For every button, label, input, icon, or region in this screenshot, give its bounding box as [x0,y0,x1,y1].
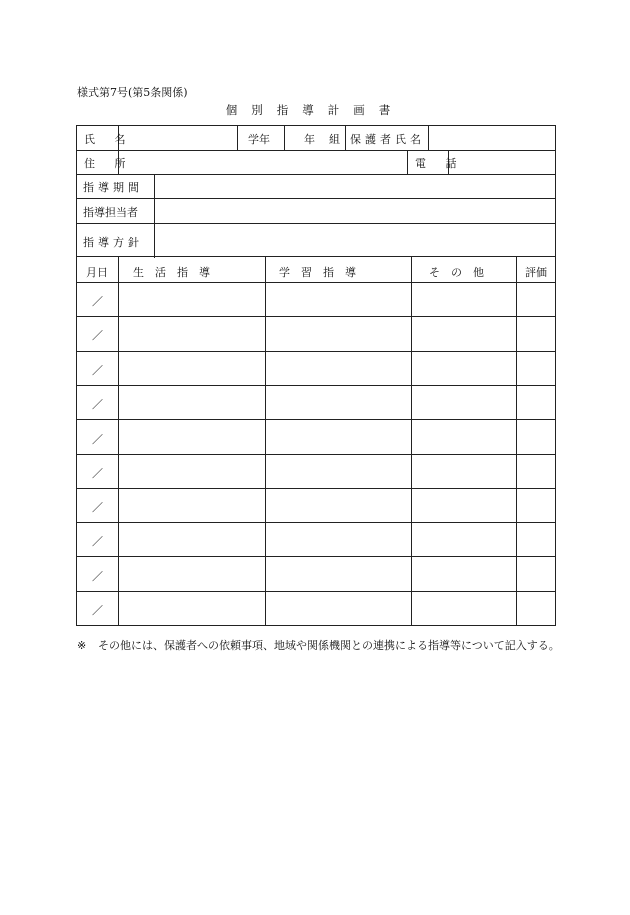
grid-rule [77,454,555,455]
grid-rule [118,256,119,625]
date-slash[interactable]: ／ [92,501,103,514]
grade-year-field[interactable] [285,127,303,149]
grid-rule [516,256,517,625]
guardian-label: 保護者氏名 [350,133,425,146]
column-header-study: 学 習 指 導 [279,266,356,279]
grid-rule [411,256,412,625]
class-label: 組 [329,133,340,146]
column-header-other: そ の 他 [429,266,484,279]
address-label: 住 所 [84,157,134,170]
name-label: 氏 名 [84,133,134,146]
guidance-table [76,256,556,626]
grid-rule [77,591,555,592]
grid-rule [77,556,555,557]
form-number: 様式第7号(第5条関係) [77,86,188,99]
teacher-field[interactable] [155,199,555,222]
note-mark: ※ [77,639,87,652]
date-slash[interactable]: ／ [92,329,103,342]
grid-rule [77,282,555,283]
date-slash[interactable]: ／ [92,570,103,583]
footnote [77,636,562,655]
address-field[interactable] [119,151,406,173]
date-slash[interactable]: ／ [92,535,103,548]
date-slash[interactable]: ／ [92,467,103,480]
form-title: 個別指導計画書 [225,103,405,117]
phone-field[interactable] [449,151,555,173]
policy-field[interactable] [155,224,555,257]
teacher-label: 指導担当者 [83,206,138,219]
grade-label: 学年 [248,133,270,146]
header-rule [407,150,408,174]
guardian-field[interactable] [429,127,555,149]
date-slash[interactable]: ／ [92,295,103,308]
date-slash[interactable]: ／ [92,364,103,377]
grid-rule [265,256,266,625]
column-header-date: 月日 [86,266,108,279]
grid-rule [77,522,555,523]
date-slash[interactable]: ／ [92,398,103,411]
date-slash[interactable]: ／ [92,433,103,446]
grid-rule [77,488,555,489]
year-label: 年 [304,133,315,146]
note-text: その他には、保護者への依頼事項、地域や関係機関との連携による指導等について記入する。 [98,639,560,652]
name-field[interactable] [119,127,236,149]
header-table [76,125,556,257]
header-rule [237,126,238,150]
grid-rule [77,316,555,317]
column-header-life: 生 活 指 導 [133,266,210,279]
grid-rule [77,351,555,352]
period-label: 指導期間 [83,181,143,194]
class-field[interactable] [315,127,327,149]
header-rule [345,126,346,150]
grid-rule [77,385,555,386]
period-field[interactable] [155,175,555,197]
grid-rule [77,419,555,420]
date-slash[interactable]: ／ [92,604,103,617]
policy-label: 指導方針 [83,236,143,249]
phone-label: 電 話 [415,157,465,170]
column-header-eval: 評価 [525,266,547,279]
